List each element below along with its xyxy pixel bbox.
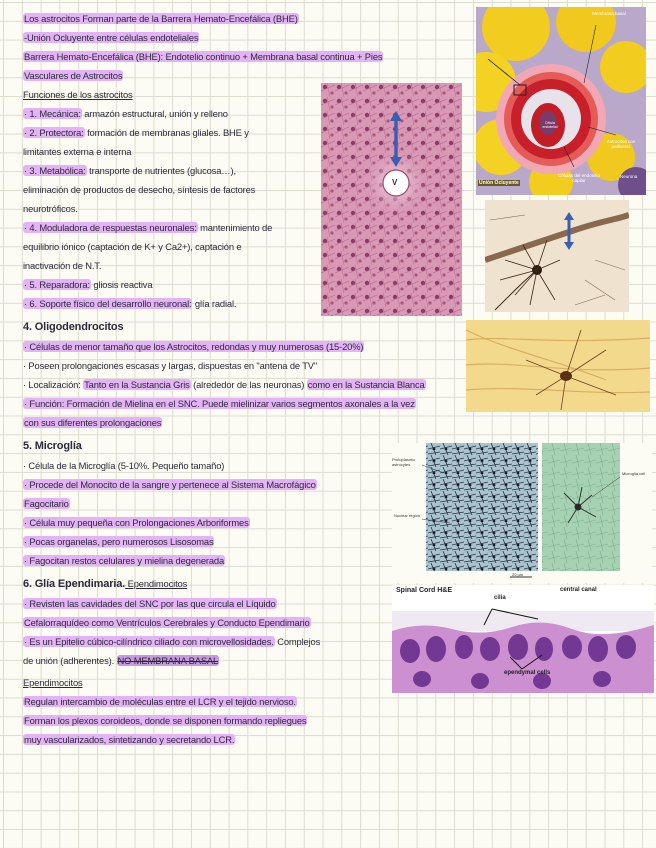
astro-union-line: -Unión Ocluyente entre células endoteliales — [24, 32, 199, 43]
micro-line-1: · Célula de la Microglía (5-10%. Pequeño tamaño) — [23, 460, 225, 471]
astro-function-4: · 4. Moduladora de respuestas neuronales: mantenimiento de — [24, 222, 273, 233]
oligodendrocyte-image — [466, 320, 650, 412]
ependymal-title: Spinal Cord H&E — [396, 587, 453, 594]
astro-bhe-line: Barrera Hemato-Encefálica (BHE): Endotelio continuo + Membrana basal continua + Pies — [24, 51, 383, 62]
micro-line-6: · Fagocitan restos celulares y mielina degenerada — [24, 555, 225, 566]
label-membrana-basal: Membrana basal — [592, 11, 626, 16]
label-central-canal: central canal — [560, 587, 597, 593]
astro-function-2: · 2. Protectora: formación de membranas gliales. BHE y — [24, 127, 249, 138]
oligo-line-4: · Función: Formación de Mielina en el SNC. Puede mielinizar varios segmentos axonales a la vez — [24, 398, 415, 409]
label-celulas-endotelio: Células del endotelio capilar — [558, 173, 600, 183]
astro-function-3-cont2: neurotróficos. — [23, 203, 78, 214]
epend-line-8: muy vascularizados, sintetizando y secretando LCR. — [24, 734, 235, 745]
micro-line-2: · Procede del Monocito de la sangre y pertenece al Sistema Macrofágico — [24, 479, 316, 490]
epend-line-2: Cefalorraquídeo como Ventrículos Cerebrales y Conducto Ependimario — [24, 617, 310, 628]
micro-line-4: · Célula muy pequeña con Prolongaciones Arboriformes — [24, 517, 249, 528]
label-microglia-cell: Microglia cell — [622, 471, 646, 476]
astro-function-4-cont: equilibrio iónico (captación de K+ y Ca2+), captación e — [23, 241, 242, 252]
astro-bhe-line-cont: Vasculares de Astrocitos — [24, 70, 123, 81]
epend-line-1: · Revisten las cavidades del SNC por las que circula el Líquido — [24, 598, 276, 609]
astro-function-4-cont2: inactivación de N.T. — [23, 260, 102, 271]
epend-line-6: Regulan intercambio de moléculas entre el LCR y el tejido nervioso. — [24, 696, 296, 707]
micro-line-3: Fagocitario — [24, 498, 69, 509]
label-nuclear-region: Nuclear region — [394, 513, 421, 518]
astro-function-2-cont: limitantes externa e interna — [23, 146, 132, 157]
vessel-label: V — [392, 178, 398, 187]
oligo-heading: 4. Oligodendrocitos — [23, 321, 124, 333]
epend-line-4: de unión (adherentes). NO MEMBRANA BASAL — [23, 655, 219, 666]
epend-line-7: Forman los plexos coroideos, donde se disponen formando repliegues — [24, 715, 307, 726]
micro-line-5: · Pocas organelas, pero numerosos Lisosomas — [24, 536, 214, 547]
label-celula-endotelial: Célula endotelial — [542, 121, 558, 129]
epend-heading: 6. Glía Ependimaria. Ependimocitos — [23, 578, 188, 590]
microglia-image — [392, 443, 652, 583]
micro-heading: 5. Microglía — [23, 440, 82, 452]
oligo-line-1: · Células de menor tamaño que los Astrocitos, redondas y muy numerosas (15-20%) — [24, 341, 364, 352]
epend-subtitle: Ependimocitos — [23, 677, 83, 688]
label-astrocitos: Astrocitos con pedicelos — [606, 139, 636, 149]
no-membrana-basal: NO MEMBRANA BASAL — [117, 655, 219, 666]
astro-function-3: · 3. Metabólica: transporte de nutrientes (glucosa…), — [24, 165, 236, 176]
astro-function-1: · 1. Mecánica: armazón estructural, unión y relleno — [24, 108, 228, 119]
astrocyte-silver-stain — [485, 200, 629, 312]
oligo-line-5: con sus diferentes prolongaciones — [24, 417, 162, 428]
label-neurona: Neurona — [620, 174, 638, 179]
oligo-line-3: · Localización: Tanto en la Sustancia Gris (alrededor de las neuronas) como en la Sustancia Blanca — [23, 379, 425, 390]
astro-function-6: · 6. Soporte físico del desarrollo neuronal: glía radial. — [24, 298, 237, 309]
astro-function-3-cont: eliminación de productos de desecho, síntesis de factores — [23, 184, 256, 195]
label-cilia: cilia — [494, 595, 506, 601]
label-scale-bar: 20 µm — [512, 572, 524, 577]
astro-functions-title: Funciones de los astrocitos — [23, 89, 133, 100]
label-union-ocluyente: Unión Ocluyente — [479, 180, 519, 186]
label-protoplasmic-astrocytes: Protoplasmic astrocytes — [392, 457, 416, 467]
ependymal-image — [392, 585, 654, 693]
epend-line-3: · Es un Epitelio cúbico-cilíndrico ciliado con microvellosidades. Complejos — [24, 636, 321, 647]
astro-intro-line: Los astrocitos Forman parte de la Barrera Hemato-Encefálica (BHE) — [24, 13, 298, 24]
astrocyte-histology — [321, 83, 462, 316]
label-ependymal-cells: ependymal cells — [504, 670, 551, 676]
bbb-diagram — [476, 7, 646, 195]
astro-function-5: · 5. Reparadora: gliosis reactiva — [24, 279, 153, 290]
oligo-line-2: · Poseen prolongaciones escasas y largas, dispuestas en "antena de TV" — [23, 360, 318, 371]
